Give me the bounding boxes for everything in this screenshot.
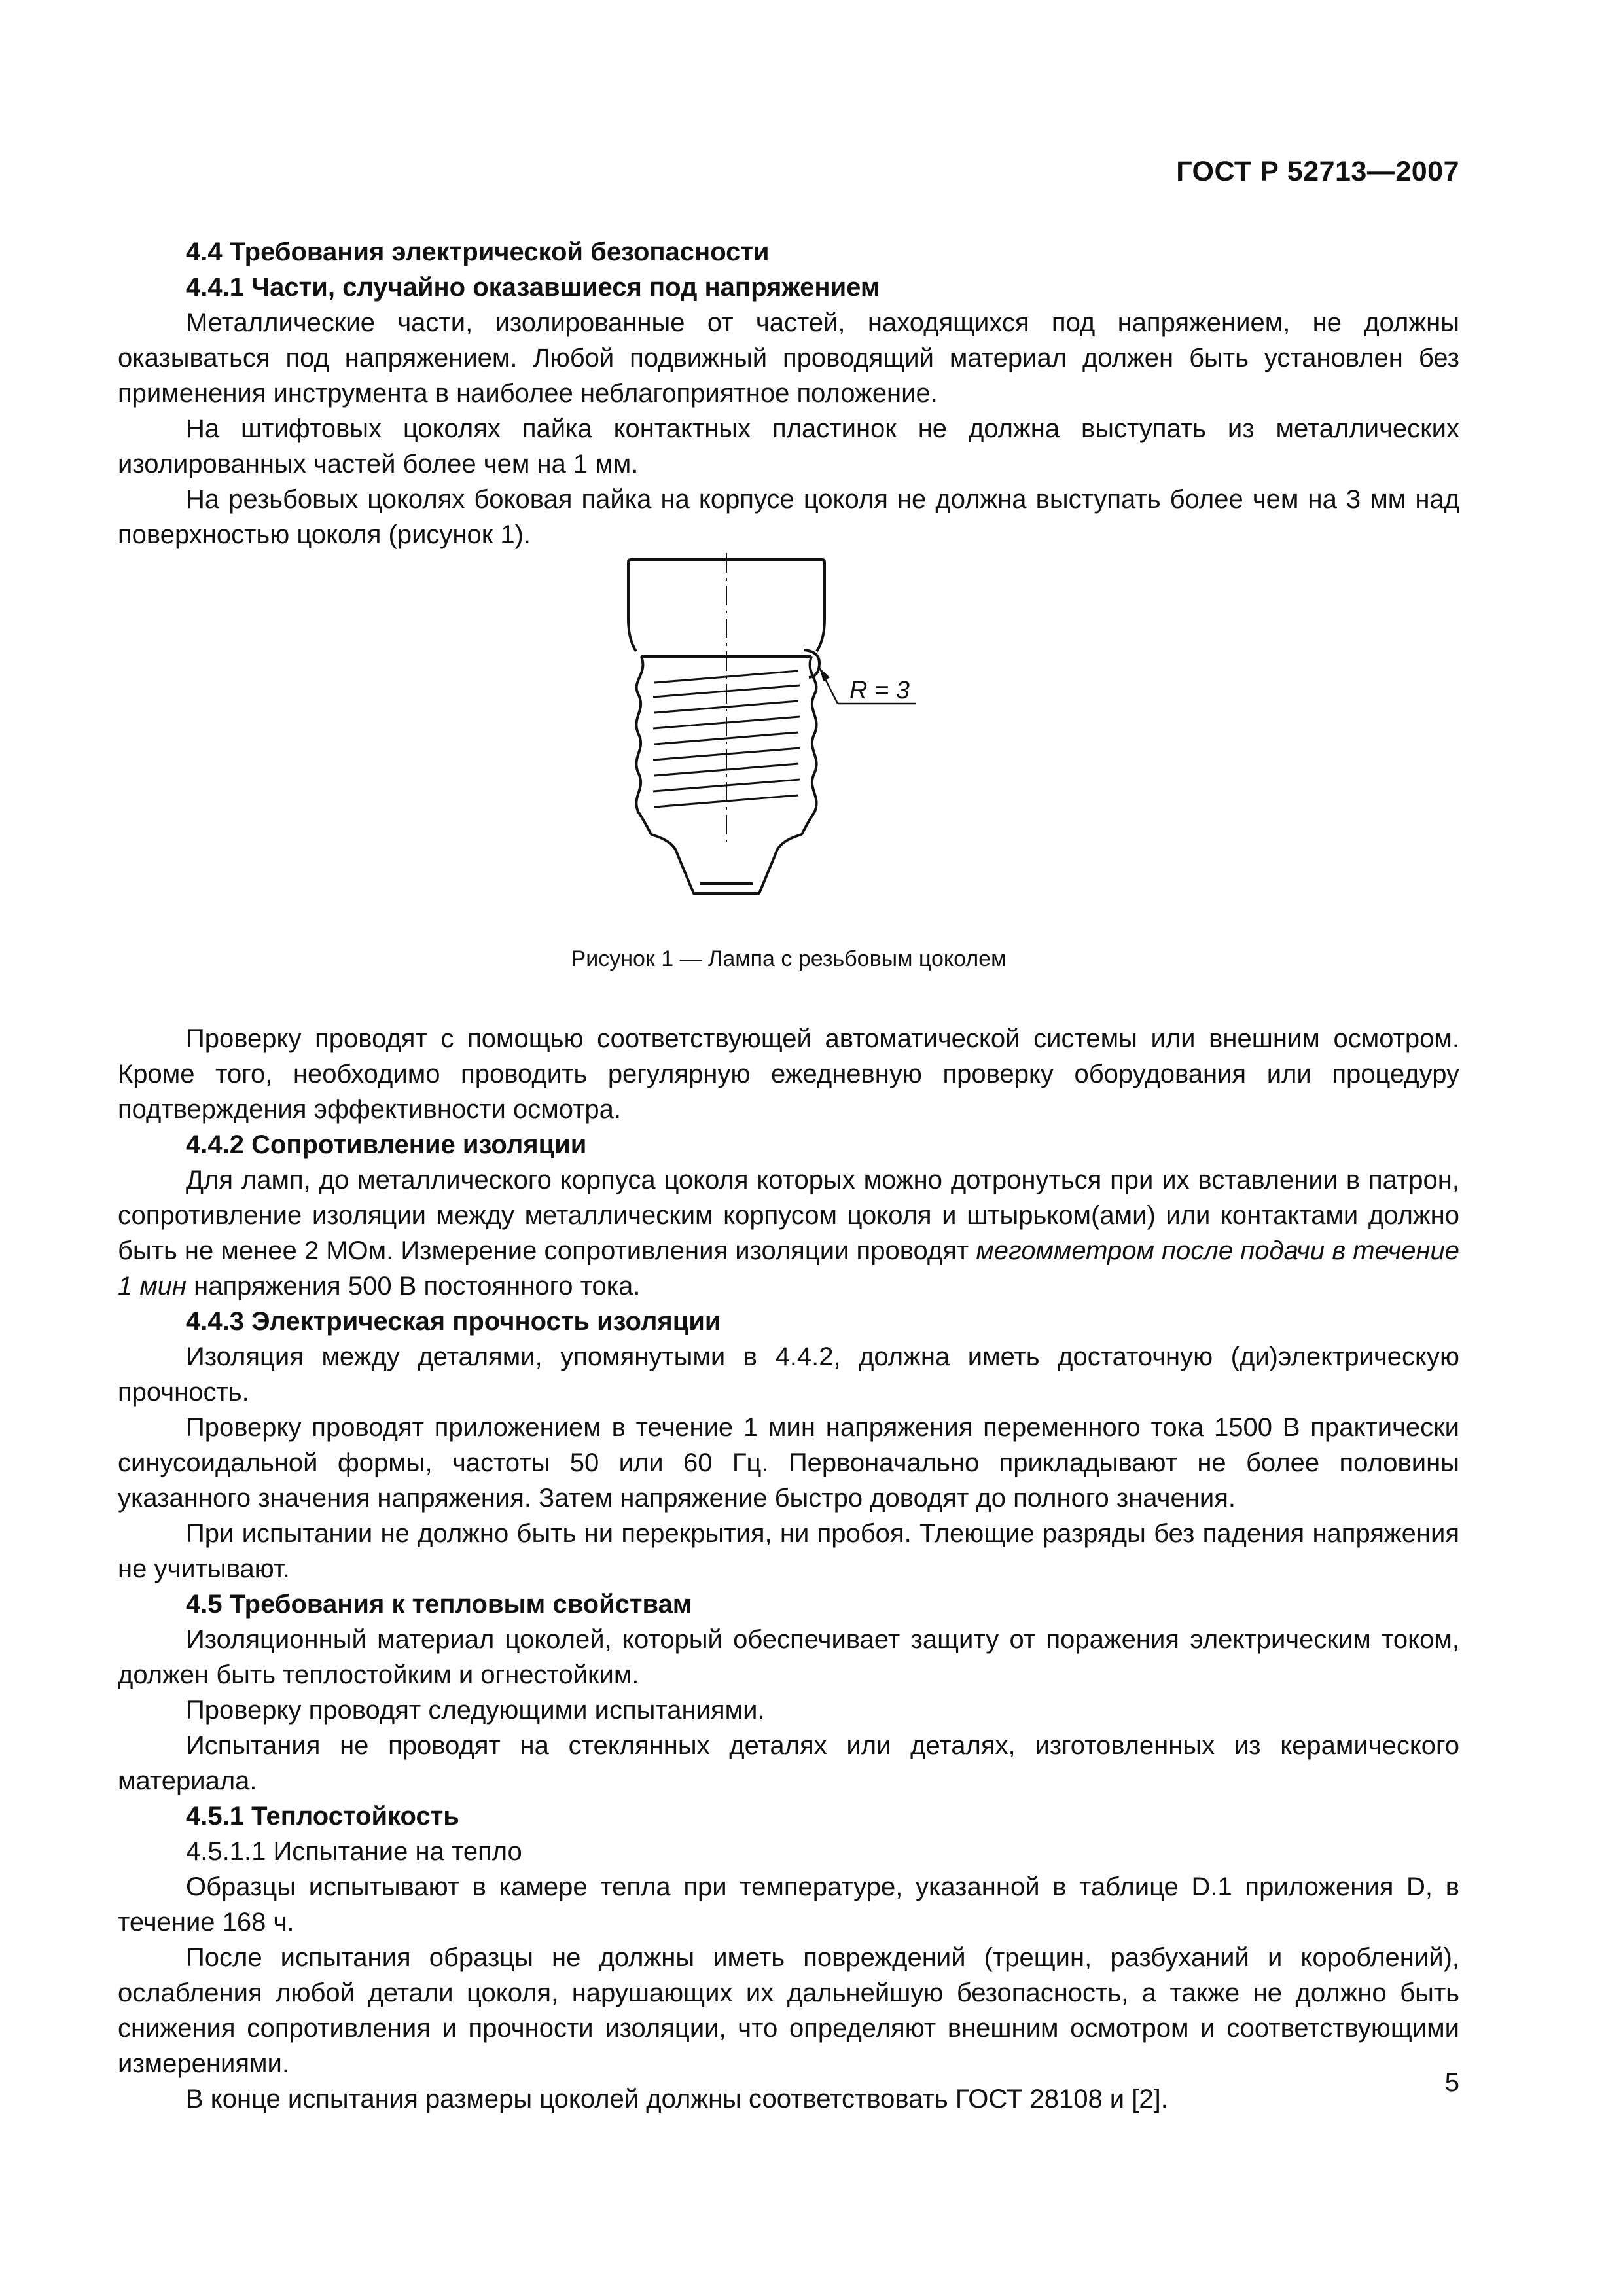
paragraph: При испытании не должно быть ни перекрытия, ни пробоя. Тлеющие разряды без падения напряжения не учитывают. — [118, 1519, 1459, 1583]
paragraph: Для ламп, до металлического корпуса цоколя которых можно дотронуться при их вставлении в патрон, сопротивление изоляции между металлическим корпусом цоколя и штырьком(ами) или контактами должно быть не менее 2 МОм. Измерение сопротивления изоляции проводят мегомметром после подачи в течение 1 мин напряжения 500 В постоянного тока. — [118, 1166, 1459, 1300]
section-after-figure — [118, 1021, 1459, 2117]
base-lower-neck — [651, 834, 802, 854]
paragraph: В конце испытания размеры цоколей должны соответствовать ГОСТ 28108 и [2]. — [186, 2085, 1168, 2113]
heading-4-4-3: 4.4.3 Электрическая прочность изоляции — [186, 1307, 721, 1336]
paragraph: Изоляция между деталями, упомянутыми в 4.4.2, должна иметь достаточную (ди)электрическую прочность. — [118, 1342, 1459, 1407]
heading-4-5-1: 4.5.1 Теплостойкость — [186, 1802, 459, 1831]
paragraph: Проверку проводят следующими испытаниями. — [186, 1696, 765, 1725]
paragraph: На резьбовых цоколях боковая пайка на корпусе цоколя не должна выступать более чем на 3 мм над поверхностью цоколя (рисунок 1). — [118, 485, 1459, 549]
paragraph: Испытания не проводят на стеклянных деталях или деталях, изготовленных из керамического материала. — [118, 1731, 1459, 1795]
paragraph: После испытания образцы не должны иметь повреждений (трещин, разбуханий и короблений), ослабления любой детали цоколя, нарушающих их дальнейшую безопасность, а также не должно быть снижения сопротивления и прочности изоляции, что определяют внешним осмотром и соответствующими измерениями. — [118, 1943, 1459, 2078]
figure-caption: Рисунок 1 — Лампа с резьбовым цоколем — [571, 946, 1007, 971]
thread-profile-right — [802, 656, 817, 834]
radius-arrowhead — [819, 668, 830, 681]
radius-label: R = 3 — [849, 677, 910, 704]
heading-4-4-2: 4.4.2 Сопротивление изоляции — [186, 1130, 587, 1159]
paragraph: Образцы испытывают в камере тепла при температуре, указанной в таблице D.1 приложения D, в течение 168 ч. — [118, 1873, 1459, 1937]
paragraph: Изоляционный материал цоколей, который обеспечивает защиту от поражения электрическим током, должен быть теплостойким и огнестойким. — [118, 1625, 1459, 1689]
heading-4-5-1-1: 4.5.1.1 Испытание на тепло — [186, 1837, 522, 1866]
section-4-4 — [118, 234, 1459, 552]
paragraph: На штифтовых цоколях пайка контактных пластинок не должна выступать из металлических изолированных частей более чем на 1 мм. — [118, 414, 1459, 478]
threaded-base-lamp-drawing — [576, 553, 942, 920]
heading-4-5: 4.5 Требования к тепловым свойствам — [186, 1590, 692, 1619]
paragraph: Проверку проводят с помощью соответствующей автоматической системы или внешним осмотром. Кроме того, необходимо проводить регулярную ежедневную проверку оборудования или процедуру подтверждения эффективности осмотра. — [118, 1024, 1459, 1124]
paragraph: Металлические части, изолированные от частей, находящихся под напряжением, не должны оказываться под напряжением. Любой подвижный проводящий материал должен быть установлен без применения инструмента в наиболее неблагоприятное положение. — [118, 308, 1459, 408]
standard-code: ГОСТ Р 52713—2007 — [1176, 156, 1459, 187]
italic-phrase: мегомметром после подачи в течение 1 мин — [118, 1236, 1459, 1300]
heading-4-4: 4.4 Требования электрической безопасности — [186, 238, 770, 266]
thread-profile-left — [636, 656, 651, 834]
paragraph: Проверку проводят приложением в течение 1 мин напряжения переменного тока 1500 В практически синусоидальной формы, частоты 50 или 60 Гц. Первоначально прикладывают не более половины указанного значения напряжения. Затем напряжение быстро доводят до полного значения. — [118, 1413, 1459, 1513]
base-contact-tip — [677, 854, 776, 893]
heading-4-4-1: 4.4.1 Части, случайно оказавшиеся под напряжением — [186, 273, 880, 302]
page-number: 5 — [1444, 2068, 1459, 2097]
